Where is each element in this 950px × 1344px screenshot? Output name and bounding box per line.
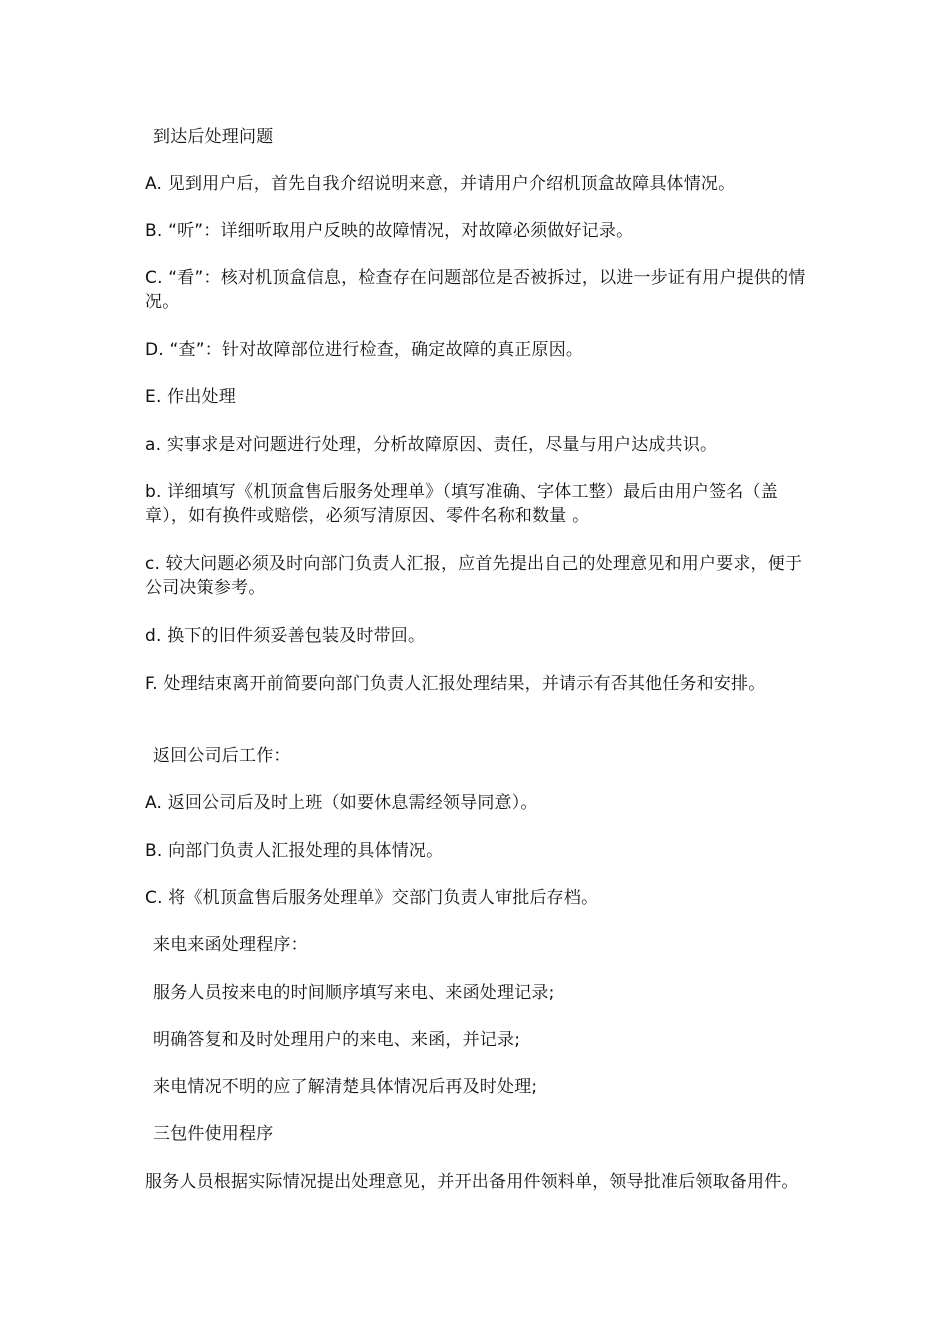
paragraph-item-a: A. 见到用户后，首先自我介绍说明来意，并请用户介绍机顶盒故障具体情况。 — [145, 174, 736, 194]
paragraph-subitem-b: b. 详细填写《机顶盒售后服务处理单》（填写准确、字体工整）最后由用户签名（盖章），如有换件或赔偿，必须写清原因、零件名称和数量 。 — [145, 482, 778, 526]
section-heading-calls: 来电来函处理程序： — [153, 935, 308, 955]
paragraph-item-e-handle: E. 作出处理 — [145, 387, 236, 407]
paragraph-item-c-look: C. “看”：核对机顶盒信息，检查存在问题部位是否被拆过，以进一步证有用户提供的情况。 — [145, 268, 806, 312]
paragraph-return-b: B. 向部门负责人汇报处理的具体情况。 — [145, 841, 444, 861]
paragraph-item-b-listen: B. “听”：详细听取用户反映的故障情况，对故障必须做好记录。 — [145, 221, 634, 241]
section-heading-arrival: 到达后处理问题 — [153, 127, 274, 147]
paragraph-warranty-1: 服务人员根据实际情况提出处理意见，并开出备用件领料单，领导批准后领取备用件。 — [145, 1172, 799, 1192]
paragraph-return-c: C. 将《机顶盒售后服务处理单》交部门负责人审批后存档。 — [145, 888, 599, 908]
paragraph-item-f: F. 处理结束离开前简要向部门负责人汇报处理结果，并请示有否其他任务和安排。 — [145, 674, 766, 694]
paragraph-calls-3: 来电情况不明的应了解清楚具体情况后再及时处理; — [153, 1077, 538, 1097]
paragraph-subitem-c: c. 较大问题必须及时向部门负责人汇报，应首先提出自己的处理意见和用户要求，便于公司决策参考。 — [145, 554, 803, 598]
paragraph-calls-1: 服务人员按来电的时间顺序填写来电、来函处理记录; — [153, 983, 555, 1003]
section-heading-warranty: 三包件使用程序 — [153, 1124, 274, 1144]
paragraph-return-a: A. 返回公司后及时上班（如要休息需经领导同意）。 — [145, 793, 538, 813]
paragraph-subitem-a: a. 实事求是对问题进行处理，分析故障原因、责任，尽量与用户达成共识。 — [145, 435, 718, 455]
paragraph-calls-2: 明确答复和及时处理用户的来电、来函，并记录; — [153, 1030, 521, 1050]
section-heading-return: 返回公司后工作： — [153, 746, 291, 766]
paragraph-item-d-check: D. “查”：针对故障部位进行检查，确定故障的真正原因。 — [145, 340, 584, 360]
paragraph-subitem-d: d. 换下的旧件须妥善包装及时带回。 — [145, 626, 426, 646]
